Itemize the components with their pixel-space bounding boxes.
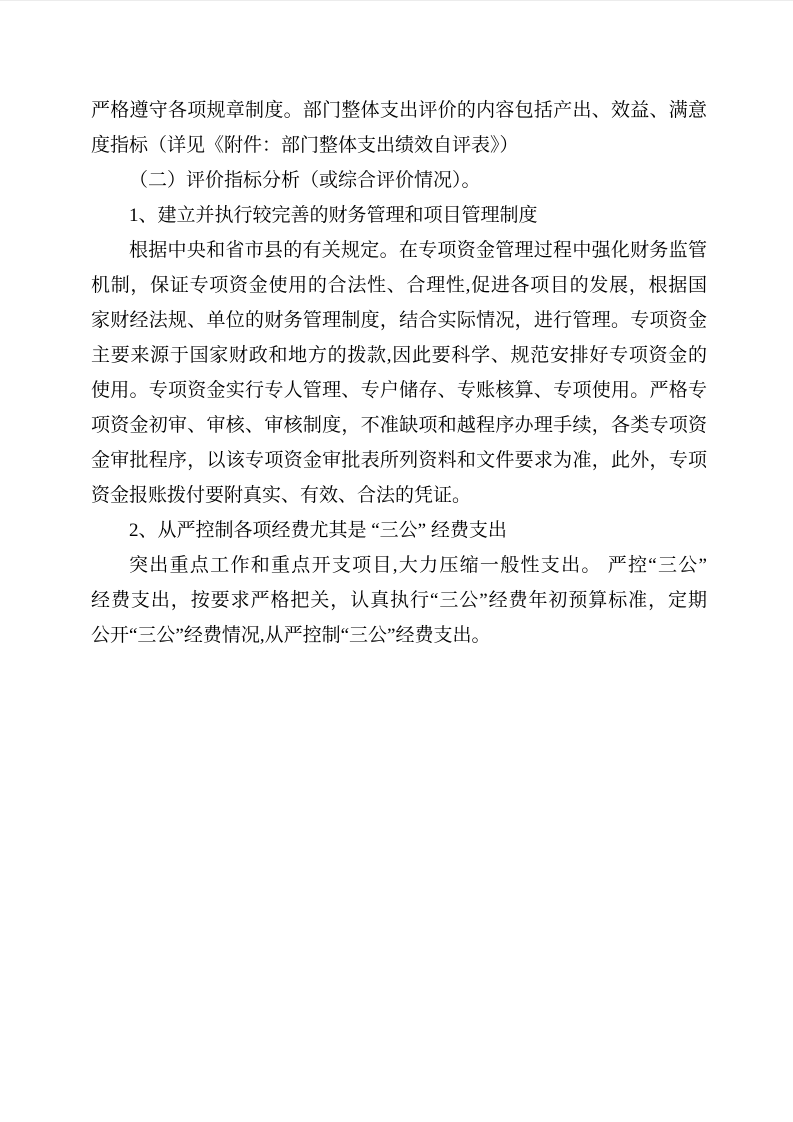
text-line: 项资金初审、审核、审核制度，不准缺项和越程序办理手续，各类专项资	[91, 415, 707, 436]
text-line: 经费支出，按要求严格把关，认真执行“三公”经费年初预算标准，定期	[91, 590, 707, 611]
text-line: 根据中央和省市县的有关规定。在专项资金管理过程中强化财务监管	[129, 240, 707, 261]
section-heading: （二）评价指标分析（或综合评价情况）。	[129, 170, 481, 191]
text-line: 严格遵守各项规章制度。部门整体支出评价的内容包括产出、效益、满意	[91, 100, 707, 121]
subsection-heading: 1、建立并执行较完善的财务管理和项目管理制度	[129, 205, 538, 226]
text-line: 使用。专项资金实行专人管理、专户储存、专账核算、专项使用。严格专	[91, 380, 707, 401]
text-line: 金审批程序，以该专项资金审批表所列资料和文件要求为准，此外，专项	[91, 450, 707, 471]
text-line: 突出重点工作和重点开支项目,大力压缩一般性支出。 严控“三公”	[129, 555, 707, 576]
text-line: 公开“三公”经费情况,从严控制“三公”经费支出。	[91, 625, 491, 646]
text-line: 资金报账拨付要附真实、有效、合法的凭证。	[91, 485, 472, 506]
text-line: 家财经法规、单位的财务管理制度，结合实际情况，进行管理。专项资金	[91, 310, 707, 331]
subsection-heading: 2、从严控制各项经费尤其是 “三公” 经费支出	[129, 520, 507, 541]
text-line: 度指标（详见《附件：部门整体支出绩效自评表》）	[91, 135, 519, 156]
document-body	[91, 93, 707, 653]
text-line: 机制，保证专项资金使用的合法性、合理性,促进各项目的发展，根据国	[91, 275, 707, 296]
text-line: 主要来源于国家财政和地方的拨款,因此要科学、规范安排好专项资金的	[91, 345, 707, 366]
